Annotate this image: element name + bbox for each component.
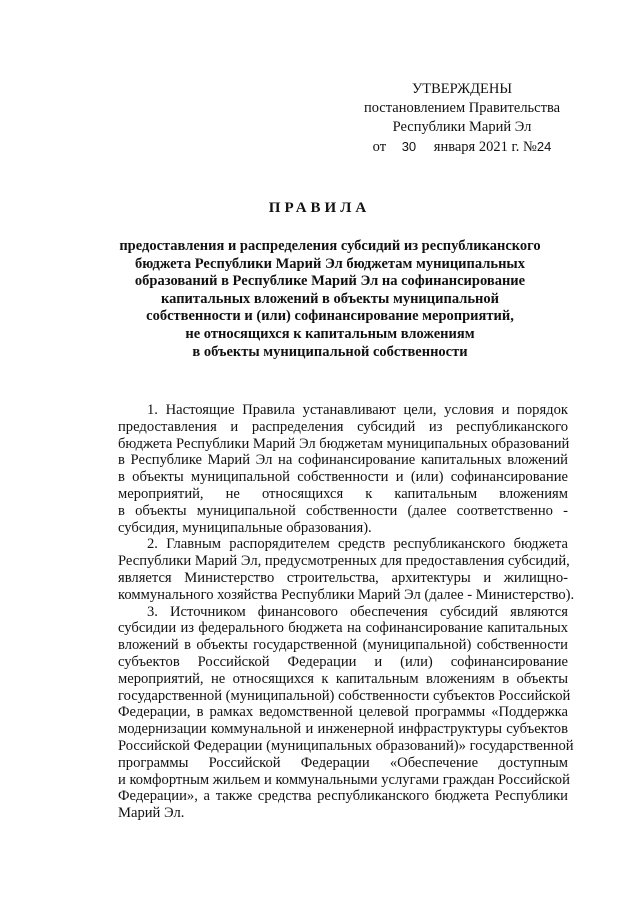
approval-line-republic: Республики Марий Эл	[392, 119, 532, 135]
approval-date-line	[347, 137, 577, 157]
body-line: субсидии из федерального бюджета на софинансирование капитальных	[118, 620, 568, 637]
document-title: ПРАВИЛА	[268, 200, 371, 216]
approval-line-approved: УТВЕРЖДЕНЫ	[411, 81, 513, 97]
subtitle-line: собственности и (или) софинансирование мероприятий,	[146, 308, 514, 325]
body-line: Республики Марий Эл, предусмотренных для предоставления субсидий,	[118, 553, 570, 570]
body-line: модернизации коммунальной и инженерной инфраструктуры субъектов	[118, 721, 568, 738]
body-line: Российской Федерации (муниципальных образований)» государственной	[118, 737, 574, 754]
body-line: 3. Источником финансового обеспечения субсидий являются	[147, 603, 568, 620]
subtitle-line: предоставления и распределения субсидий из республиканского	[119, 238, 541, 254]
body-line: субъектов Российской Федерации и (или) софинансирование	[118, 653, 568, 670]
document-body	[118, 402, 575, 822]
body-line: является Министерство строительства, архитектуры и жилищно-	[118, 569, 568, 586]
body-line: государственной (муниципальной) собственности субъектов Российской	[118, 687, 571, 704]
body-line: мероприятий, не относящихся к капитальным вложениям в объекты	[118, 670, 568, 687]
body-line: в объекты муниципальной собственности и (или) софинансирование	[118, 469, 568, 486]
date-day: 30	[401, 139, 417, 154]
body-line: Марий Эл.	[118, 805, 185, 822]
subtitle-line: бюджета Республики Марий Эл бюджетам муниципальных	[135, 255, 525, 272]
subtitle-line: в объекты муниципальной собственности	[192, 343, 468, 360]
subtitle-line: не относящихся к капитальным вложениям	[185, 325, 475, 342]
body-line: Федерации», а также средства республиканского бюджета Республики	[118, 788, 568, 805]
date-month-year: января 2021 г. №	[433, 139, 537, 155]
body-line: программы Российской Федерации «Обеспечение доступным	[118, 754, 568, 771]
body-line: предоставления и распределения субсидий из республиканского	[118, 418, 568, 435]
approval-stamp	[347, 80, 577, 157]
body-line: 2. Главным распорядителем средств республиканского бюджета	[147, 536, 568, 553]
body-line: и комфортным жильем и коммунальными услугами граждан Российской	[118, 771, 570, 788]
body-line: в Республике Марий Эл на софинансирование капитальных вложений	[118, 452, 568, 469]
body-line: Федерации, в рамках ведомственной целевой программы «Поддержка	[118, 704, 568, 721]
paragraph-2	[118, 536, 575, 603]
subtitle-line: капитальных вложений в объекты муниципальной	[161, 290, 499, 307]
paragraph-3	[118, 603, 574, 822]
body-line: мероприятий, не относящихся к капитальным вложениям	[118, 485, 568, 502]
body-line: субсидия, муниципальные образования).	[118, 519, 372, 536]
resolution-number: 24	[536, 139, 552, 154]
date-prefix: от	[372, 139, 387, 155]
body-line: вложений в объекты государственной (муниципальной) собственности	[118, 637, 568, 654]
subtitle-line: образований в Республике Марий Эл на софинансирование	[134, 273, 526, 290]
approval-line-resolution: постановлением Правительства	[363, 100, 561, 116]
document-subtitle	[110, 238, 550, 361]
body-line: бюджета Республики Марий Эл бюджетам муниципальных образований	[118, 435, 570, 452]
body-line: 1. Настоящие Правила устанавливают цели, условия и порядок	[147, 402, 568, 418]
body-line: в объекты муниципальной собственности (далее соответственно -	[118, 502, 568, 519]
paragraph-1	[118, 402, 568, 536]
body-line: коммунального хозяйства Республики Марий Эл (далее - Министерство).	[118, 586, 575, 603]
